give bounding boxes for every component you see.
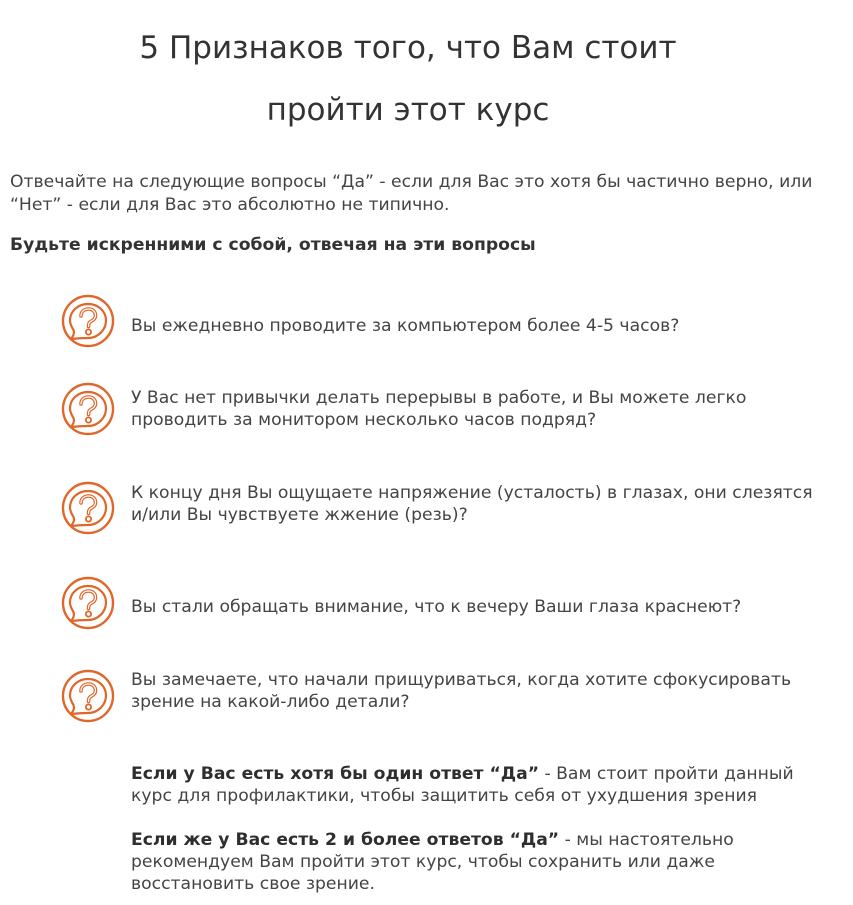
conclusion-one-yes-rest: - Вам стоит пройти данный курс для профилактики, чтобы защитить себя от ухудшения зрения bbox=[131, 764, 794, 806]
subheading: Будьте искренними с собой, отвечая на эти вопросы bbox=[10, 235, 536, 255]
question-text: К концу дня Вы ощущаете напряжение (усталость) в глазах, они слезятся и/или Вы чувствуете жжение (резь)? bbox=[131, 483, 813, 525]
conclusion-two-yes-rest: - мы настоятельно рекомендуем Вам пройти этот курс, чтобы сохранить или даже восстановить свое зрение. bbox=[131, 830, 734, 894]
question-text: Вы стали обращать внимание, что к вечеру Ваши глаза краснеют? bbox=[131, 597, 742, 617]
conclusion-two-yes-bold: Если же у Вас есть 2 и более ответов “Да” bbox=[131, 830, 560, 850]
question-text: У Вас нет привычки делать перерывы в работе, и Вы можете легко проводить за монитором несколько часов подряд? bbox=[131, 388, 747, 430]
question-circle-icon bbox=[61, 669, 115, 723]
conclusion-one-yes bbox=[131, 763, 821, 807]
question-circle-icon bbox=[61, 576, 115, 630]
question-item-5 bbox=[61, 669, 831, 729]
question-circle-icon bbox=[61, 382, 115, 436]
page-title-line-1: 5 Признаков того, что Вам стоит bbox=[139, 30, 677, 66]
question-item-4 bbox=[61, 576, 831, 636]
intro-text: Отвечайте на следующие вопросы “Да” - если для Вас это хотя бы частично верно, или “Нет” - если для Вас это абсолютно не типично. bbox=[10, 172, 813, 215]
question-circle-icon bbox=[61, 294, 115, 348]
question-item-1 bbox=[61, 294, 831, 354]
question-text: Вы замечаете, что начали прищуриваться, когда хотите сфокусировать зрение на какой-либо детали? bbox=[131, 670, 792, 712]
conclusion-two-yes bbox=[131, 829, 821, 895]
question-item-3 bbox=[61, 481, 831, 541]
question-item-2 bbox=[61, 382, 831, 442]
question-circle-icon bbox=[61, 481, 115, 535]
page-title-line-2: пройти этот курс bbox=[266, 92, 550, 128]
conclusion-one-yes-bold: Если у Вас есть хотя бы один ответ “Да” bbox=[131, 764, 540, 784]
question-text: Вы ежедневно проводите за компьютером более 4-5 часов? bbox=[131, 316, 680, 336]
